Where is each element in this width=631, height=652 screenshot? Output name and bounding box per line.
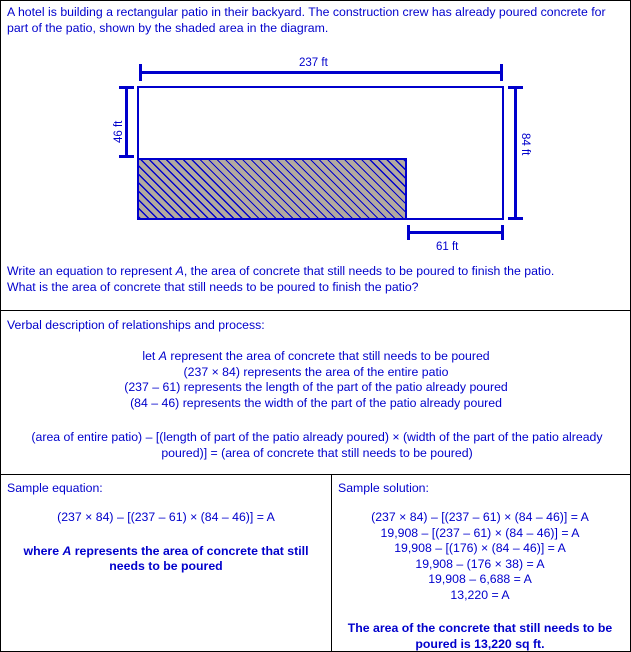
bottom-dimension-label: 61 ft: [436, 241, 459, 253]
sample-equation-note-b: represents the area of concrete that still needs to be poured: [71, 543, 309, 573]
right-dimension-cap-bottom: [508, 217, 523, 220]
top-dimension-cap-left: [139, 64, 142, 81]
left-dimension-cap-bottom: [119, 155, 134, 158]
solution-step-0: (237 × 84) – [(237 – 61) × (84 – 46)] = A: [371, 510, 589, 524]
question-block: [7, 263, 625, 295]
bottom-dimension-cap-left: [407, 225, 410, 240]
top-dimension-cap-right: [500, 64, 503, 81]
solution-step-3: 19,908 – (176 × 38) = A: [415, 556, 545, 571]
sample-equation-title: Sample equation:: [7, 481, 103, 495]
verbal-description-title: Verbal description of relationships and process:: [7, 318, 265, 332]
variable-A-inline-3: A: [62, 543, 72, 558]
solution-conclusion: The area of the concrete that still needs to be poured is 13,220 sq ft.: [347, 621, 613, 651]
verbal-description-lines: [7, 349, 625, 411]
sample-equation-note-a: where: [23, 543, 63, 558]
divider-after-question: [1, 310, 630, 311]
top-dimension-label: 237 ft: [299, 57, 328, 69]
sample-equation-body: [7, 510, 325, 575]
verbal-description-summary: (area of entire patio) – [(length of part of the patio already poured) × (width of the part of the patio already poured)] = (area of concrete that still needs to be poured): [31, 430, 603, 460]
divider-between-panels: [331, 474, 332, 652]
solution-step-4: 19,908 – 6,688 = A: [428, 572, 532, 586]
verbal-line-0: [7, 349, 625, 365]
bottom-dimension-cap-right: [501, 225, 504, 240]
verbal-line-0-a: let: [142, 349, 159, 363]
question-line-2: What is the area of concrete that still needs to be poured to finish the patio?: [7, 280, 419, 294]
left-dimension-label: 46 ft: [113, 120, 125, 143]
right-dimension-line: [514, 86, 517, 220]
poured-concrete-region: [137, 158, 407, 220]
sample-solution-title: Sample solution:: [338, 481, 429, 495]
sample-solution-body: [338, 510, 622, 652]
sample-equation-note: [7, 544, 325, 575]
problem-prompt: A hotel is building a rectangular patio in their backyard. The construction crew has already poured concrete for part of the patio, shown by the shaded area in the diagram.: [7, 5, 606, 35]
variable-A-inline-1: A: [175, 264, 184, 278]
verbal-line-1: (237 × 84) represents the area of the entire patio: [183, 364, 449, 379]
variable-A-inline-2: A: [158, 349, 167, 363]
solution-step-1: 19,908 – [(237 – 61) × (84 – 46)] = A: [380, 525, 580, 540]
left-dimension-line: [125, 86, 128, 158]
bottom-dimension-line: [407, 231, 504, 234]
top-dimension-line: [139, 71, 503, 74]
sample-equation-expression: (237 × 84) – [(237 – 61) × (84 – 46)] = A: [57, 510, 275, 524]
patio-diagram: [1, 51, 630, 251]
question-line-1: [7, 263, 625, 279]
question-line-1-a: Write an equation to represent: [7, 264, 176, 278]
solution-step-5: 13,220 = A: [450, 587, 510, 602]
question-line-1-b: , the area of concrete that still needs to be poured to finish the patio.: [183, 264, 555, 278]
verbal-line-3: (84 – 46) represents the width of the part of the patio already poured: [130, 395, 502, 410]
verbal-line-0-b: represent the area of concrete that still needs to be poured: [166, 349, 490, 363]
left-dimension-cap-top: [119, 86, 134, 89]
divider-after-verbal: [1, 474, 630, 475]
right-dimension-cap-top: [508, 86, 523, 89]
verbal-line-2: (237 – 61) represents the length of the part of the patio already poured: [124, 380, 508, 394]
right-dimension-label: 84 ft: [519, 133, 531, 156]
solution-step-2: 19,908 – [(176) × (84 – 46)] = A: [394, 541, 566, 555]
